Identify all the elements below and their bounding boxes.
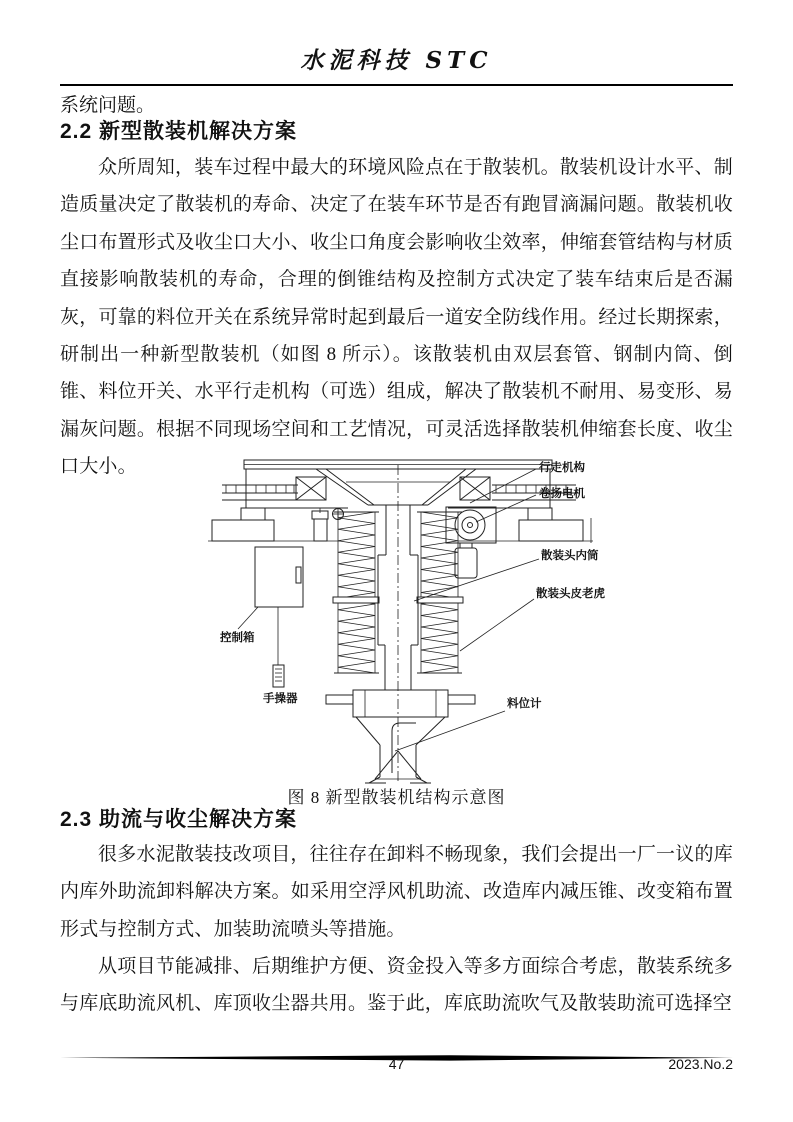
leader-lines bbox=[238, 469, 539, 751]
hoist-motor bbox=[446, 507, 496, 578]
figure-label-control-box: 控制箱 bbox=[220, 632, 255, 644]
hopper-funnel bbox=[316, 469, 476, 505]
air-filter-unit bbox=[312, 508, 344, 541]
bulk-loader-diagram bbox=[208, 455, 620, 785]
figure-label-walking-mechanism: 行走机构 bbox=[539, 462, 585, 474]
section-heading-2-3: 2.3 助流与收尘解决方案 bbox=[60, 808, 298, 831]
discharge-head bbox=[326, 690, 475, 783]
footer-rule bbox=[60, 1048, 733, 1054]
figure-label-hand-operator: 手操器 bbox=[263, 693, 298, 705]
page-number: 47 bbox=[388, 1056, 405, 1072]
control-box bbox=[255, 547, 303, 607]
rail-left bbox=[222, 485, 298, 500]
journal-header-title: 水泥科技 STC bbox=[300, 47, 493, 74]
page-footer bbox=[60, 1056, 733, 1076]
wheel-block-right bbox=[460, 477, 490, 500]
support-leg-right bbox=[528, 508, 552, 520]
issue-number: 2023.No.2 bbox=[668, 1056, 733, 1072]
section-2-3-paragraph-2: 从项目节能减排、后期维护方便、资金投入等多方面综合考虑，散装系统多与库底助流风机、库顶收尘器共用。鉴于此，库底助流吹气及散装助流可选择空 bbox=[60, 956, 733, 1015]
section-2-2-paragraph: 众所周知，装车过程中最大的环境风险点在于散装机。散装机设计水平、制造质量决定了散装机的寿命、决定了在装车环节是否有跑冒滴漏问题。散装机收尘口布置形式及收尘口大小、收尘口角度会影响收尘效率，伸缩套管结构与材质直接影响散装机的寿命，合理的倒锥结构及控制方式决定了装车结束后是否漏灰，可靠的料位开关在系统异常时起到最后一道安全防线作用。经过长期探索，研制出一种新型散装机（如图 8 所示）。该散装机由双层套管、钢制内筒、倒锥、料位开关、水平行走机构（可选）组成，解决了散装机不耐用、易变形、易漏灰问题。根据不同现场空间和工艺情况，可灵活选择散装机伸缩套长度、收尘口大小。 bbox=[60, 157, 733, 478]
support-leg-left bbox=[241, 508, 265, 520]
section-heading-2-2: 2.2 新型散装机解决方案 bbox=[60, 120, 298, 143]
roof-slab-left bbox=[208, 520, 341, 541]
wheel-block-left bbox=[296, 477, 326, 500]
bellows-left bbox=[333, 512, 379, 673]
section-2-3-paragraph-1: 很多水泥散装技改项目，往往存在卸料不畅现象，我们会提出一厂一议的库内库外助流卸料解决方案。如采用空浮风机助流、改造库内减压锥、改变箱布置形式与控制方式、加装助流喷头等措施。 bbox=[60, 844, 733, 940]
header-rule bbox=[60, 84, 733, 86]
figure-label-bellows: 散装头皮老虎 bbox=[536, 588, 605, 600]
figure-8 bbox=[60, 455, 733, 785]
hand-operator bbox=[273, 665, 284, 687]
page-content bbox=[60, 0, 733, 1122]
figure-label-inner-tube: 散装头内筒 bbox=[541, 550, 599, 562]
figure-label-hoist-motor: 卷扬电机 bbox=[539, 488, 585, 500]
figure-label-level-gauge: 料位计 bbox=[507, 698, 542, 710]
roof-slab-right bbox=[458, 518, 593, 543]
figure-caption: 图 8 新型散装机结构示意图 bbox=[287, 788, 506, 807]
carryover-text: 系统问题。 bbox=[60, 95, 156, 116]
